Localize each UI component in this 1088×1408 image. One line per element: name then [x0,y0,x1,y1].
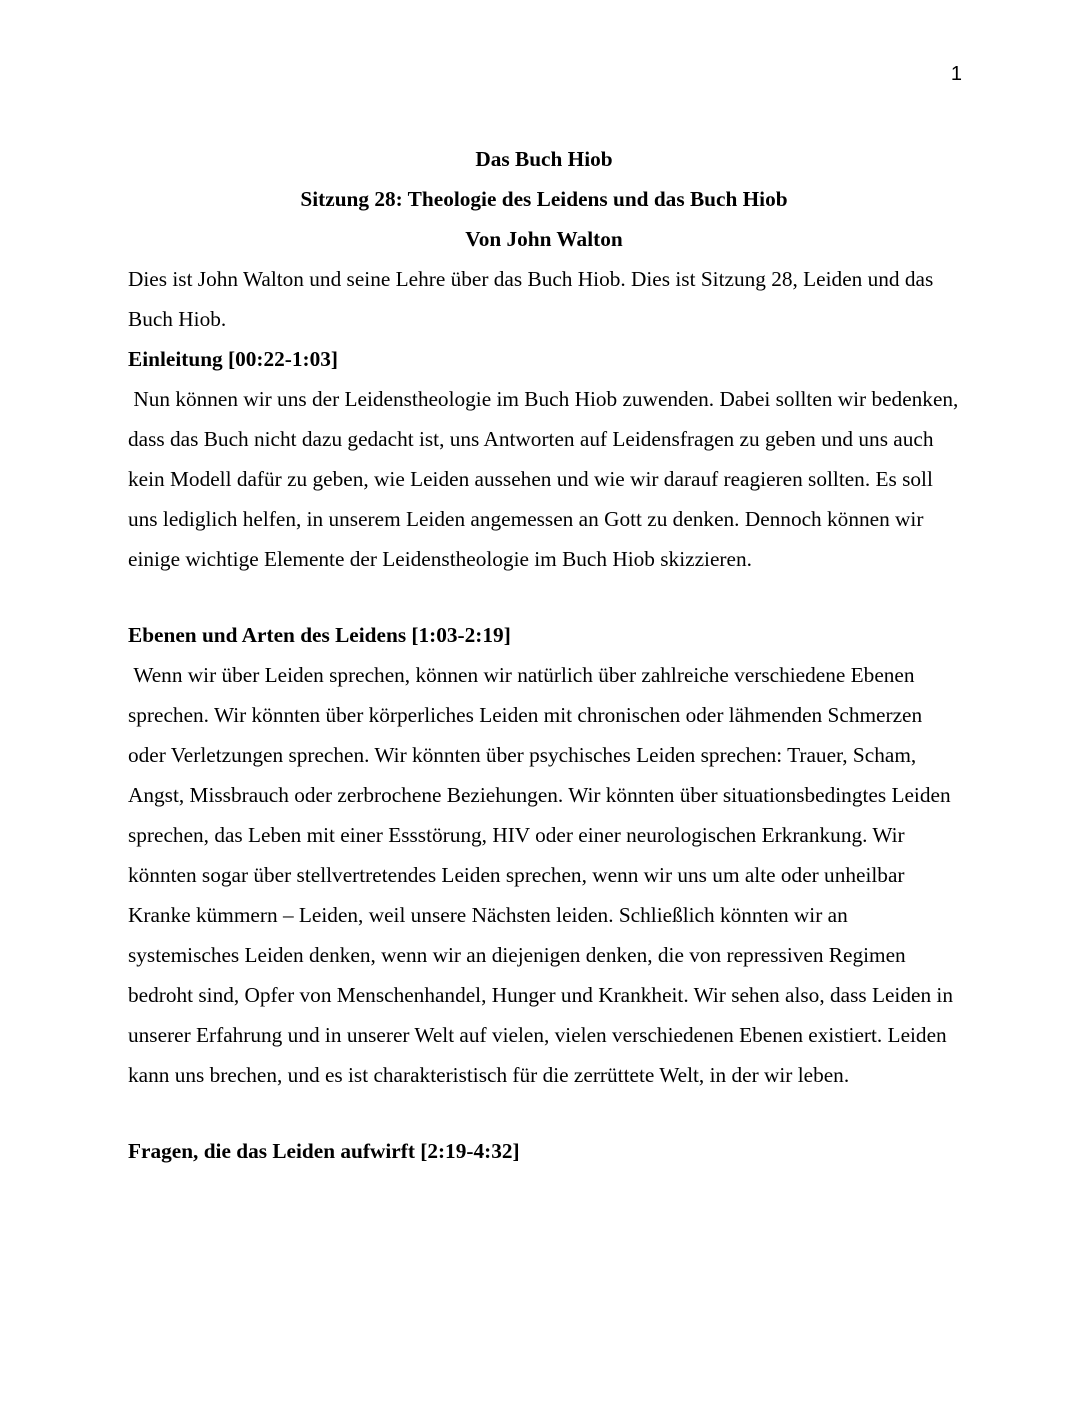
document-content [128,139,964,1171]
section-paragraph-ebenen-und-arten: Wenn wir über Leiden sprechen, können wir natürlich über zahlreiche verschiedene Ebenen sprechen. Wir könnten über körperliches Leiden mit chronischen oder lähmenden Schmerzen oder Verletzungen sprechen. Wir könnten über psychisches Leiden sprechen: Trauer, Scham, Angst, Missbrauch oder zerbrochene Beziehungen. Wir könnten über situationsbedingtes Leiden sprechen, das Leben mit einer Essstörung, HIV oder einer neurologischen Erkrankung. Wir könnten sogar über stellvertretendes Leiden sprechen, wenn wir uns um alte oder unheilbar Kranke kümmern – Leiden, weil unsere Nächsten leiden. Schließlich könnten wir an systemisches Leiden denken, wenn wir an diejenigen denken, die von repressiven Regimen bedroht sind, Opfer von Menschenhandel, Hunger und Krankheit. Wir sehen also, dass Leiden in unserer Erfahrung und in unserer Welt auf vielen, vielen verschiedenen Ebenen existiert. Leiden kann uns brechen, und es ist charakteristisch für die zerrüttete Welt, in der wir leben. [128,663,959,1087]
blank-line [128,579,960,615]
blank-line [128,1095,960,1131]
section-heading-fragen: Fragen, die das Leiden aufwirft [2:19-4:32] [128,1139,520,1163]
document-title: Das Buch Hiob [475,147,613,171]
section-paragraph-einleitung: Nun können wir uns der Leidenstheologie im Buch Hiob zuwenden. Dabei sollten wir bedenken, dass das Buch nicht dazu gedacht ist, uns Antworten auf Leidensfragen zu geben und uns auch kein Modell dafür zu geben, wie Leiden aussehen und wie wir darauf reagieren sollten. Es soll uns lediglich helfen, in unserem Leiden angemessen an Gott zu denken. Dennoch können wir einige wichtige Elemente der Leidenstheologie im Buch Hiob skizzieren. [128,387,964,571]
document-author: Von John Walton [465,227,623,251]
intro-paragraph: Dies ist John Walton und seine Lehre über das Buch Hiob. Dies ist Sitzung 28, Leiden und das Buch Hiob. [128,267,939,331]
document-subtitle: Sitzung 28: Theologie des Leidens und das Buch Hiob [300,187,788,211]
page-number: 1 [950,63,962,85]
section-heading-ebenen-und-arten: Ebenen und Arten des Leidens [1:03-2:19] [128,623,511,647]
section-heading-einleitung: Einleitung [00:22-1:03] [128,347,339,371]
